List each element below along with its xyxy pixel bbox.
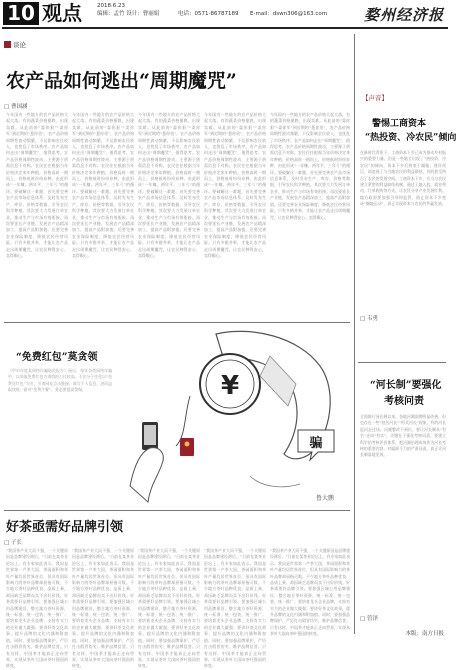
main-body-col-5: 今年国内一些地方的农产品价格大起大落，有的蔬菜价格暴跌，出现卖难。从此前的“蒜你狠”“姜你军”到近期的“葱你贵”，农产品价格周期性波动频繁，不仅影响农民收入，也扰乱了市场秩序。农产品如何走出“周期魔咒”，值得思考。农产品价格周期性波动，主要源于供需信息不对称。农民往往根据当年价格决定来年种植，价格高时一拥而上，价格低时纷纷弃种，由此形成“一年赚、两年平、三年亏”的循环。要破解这一难题，首先要完善农产品市场信息体系，及时发布生产、库存、价格等数据，引导农民科学种植。其次要大力发展订单农业，推动生产与市场有效衔接。再次要延长产业链，发展农产品精深加工，提高产品附加值。还要完善农业保险制度，降低农民经营风险。只有多措并举，才能让农产品走出周期魔咒，让农民种得安心、卖得顺心。	[270, 112, 350, 220]
victim-hand	[130, 448, 163, 502]
phone-line: 电话：0571-86787189	[178, 11, 239, 17]
bottom-body-col-4: “我国茶产业大而不强，一个关键原因是品牌建设滞后。”日前在某茶业论坛上，有专家如此表示。我国是世界第一产茶大国，茶园面积和茶叶产量均居世界首位，但具有国际影响力的茶叶品牌却屈指可数。不少地方茶叶品种优良、品质上乘，却因缺乏品牌而卖不出好价钱。好茶需要好品牌引领。要加强区域公用品牌建设，整合地方茶叶资源，统一标准、统一包装、统一推广；要培育龙头企业品牌，支持有实力的企业做大做强；要讲好茶文化故事，提升品牌的文化内涵和附加值。同时，要加强品牌保护，严厉打击假冒伪劣，维护品牌信誉。只有这样，中国茶才能真正走向世界，实现从茶叶大国向茶叶强国的转变。	[204, 548, 266, 669]
hezhi-byline: □ 管泽	[360, 616, 378, 622]
bottom-body-col-5: “我国茶产业大而不强，一个关键原因是品牌建设滞后。”日前在某茶业论坛上，有专家如此表示。我国是世界第一产茶大国，茶园面积和茶叶产量均居世界首位，但具有国际影响力的茶叶品牌却屈指可数。不少地方茶叶品种优良、品质上乘，却因缺乏品牌而卖不出好价钱。好茶需要好品牌引领。要加强区域公用品牌建设，整合地方茶叶资源，统一标准、统一包装、统一推广；要培育龙头企业品牌，支持有实力的企业做大做强；要讲好茶文化故事，提升品牌的文化内涵和附加值。同时，要加强品牌保护，严厉打击假冒伪劣，维护品牌信誉。只有这样，中国茶才能真正走向世界，实现从茶叶大国向茶叶强国的转变。	[270, 548, 350, 637]
voice-tag: 【声音】	[362, 94, 388, 102]
bottom-body-col-2: “我国茶产业大而不强，一个关键原因是品牌建设滞后。”日前在某茶业论坛上，有专家如此表示。我国是世界第一产茶大国，茶园面积和茶叶产量均居世界首位，但具有国际影响力的茶叶品牌却屈指可数。不少地方茶叶品种优良、品质上乘，却因缺乏品牌而卖不出好价钱。好茶需要好品牌引领。要加强区域公用品牌建设，整合地方茶叶资源，统一标准、统一包装、统一推广；要培育龙头企业品牌，支持有实力的企业做大做强；要讲好茶文化故事，提升品牌的文化内涵和附加值。同时，要加强品牌保护，严厉打击假冒伪劣，维护品牌信誉。只有这样，中国茶才能真正走向世界，实现从茶叶大国向茶叶强国的转变。	[72, 548, 134, 669]
decor-curve	[250, 476, 300, 487]
right-body: 在新时代背景下，工商资本下乡已成为推动乡村振兴的重要力量。但是一些地方出现了“热投资、冷农民”的倾向，资本下乡后热衷于圈地、建设项目，却忽视了与当地农民的利益联结，有的甚至挤占了农民的发展空间。工商资本下乡，应当与农民建立紧密的利益联结机制，通过土地入股、就业带动、订单收购等方式，让农民分享产业发展红利。地方政府要加强引导和监管，防止资本下乡变成“圈地运动”，真正实现资本与农民的共赢发展。	[360, 150, 446, 207]
right-headline-1: 警惕工商资本	[372, 119, 427, 129]
cartoon-author: 鲁大鹏	[315, 495, 334, 502]
cartoon-illustration	[120, 326, 348, 506]
column-tag: 谈论	[4, 40, 26, 49]
right-headline-2: “热投资、冷农民”倾向	[365, 133, 456, 143]
right-divider	[358, 362, 446, 363]
tag-marker-icon	[4, 41, 11, 48]
hezhi-headline-1: “河长制”要强化	[370, 380, 442, 391]
bottom-body-col-1: “我国茶产业大而不强，一个关键原因是品牌建设滞后。”日前在某茶业论坛上，有专家如此表示。我国是世界第一产茶大国，茶园面积和茶叶产量均居世界首位，但具有国际影响力的茶叶品牌却屈指可数。不少地方茶叶品种优良、品质上乘，却因缺乏品牌而卖不出好价钱。好茶需要好品牌引领。要加强区域公用品牌建设，整合地方茶叶资源，统一标准、统一包装、统一推广；要培育龙头企业品牌，支持有实力的企业做大做强；要讲好茶文化故事，提升品牌的文化内涵和附加值。同时，要加强品牌保护，严厉打击假冒伪劣，维护品牌信誉。只有这样，中国茶才能真正走向世界，实现从茶叶大国向茶叶强国的转变。	[6, 548, 68, 669]
divider-bottom	[4, 510, 350, 511]
masthead: 婺州经济报	[363, 6, 444, 24]
page-editor: 本版：南方日报	[405, 631, 444, 637]
bottom-headline: 好茶亟需好品牌引领	[6, 520, 124, 535]
right-byline: □ 韦勇	[360, 316, 378, 322]
main-body-col-1: 今年国内一些地方的农产品价格大起大落，有的蔬菜价格暴跌，出现卖难。从此前的“蒜你狠”“姜你军”到近期的“葱你贵”，农产品价格周期性波动频繁，不仅影响农民收入，也扰乱了市场秩序。农产品如何走出“周期魔咒”，值得思考。农产品价格周期性波动，主要源于供需信息不对称。农民往往根据当年价格决定来年种植，价格高时一拥而上，价格低时纷纷弃种，由此形成“一年赚、两年平、三年亏”的循环。要破解这一难题，首先要完善农产品市场信息体系，及时发布生产、库存、价格等数据，引导农民科学种植。其次要大力发展订单农业，推动生产与市场有效衔接。再次要延长产业链，发展农产品精深加工，提高产品附加值。还要完善农业保险制度，降低农民经营风险。只有多措并举，才能让农产品走出周期魔咒，让农民种得安心、卖得顺心。	[6, 112, 68, 258]
bubble-text: 骗	[309, 436, 323, 451]
red-envelope-icon	[180, 438, 194, 456]
header-rule	[2, 27, 448, 29]
issue-date: 2018.6.23	[97, 3, 125, 9]
main-body-col-4: 今年国内一些地方的农产品价格大起大落，有的蔬菜价格暴跌，出现卖难。从此前的“蒜你狠”“姜你军”到近期的“葱你贵”，农产品价格周期性波动频繁，不仅影响农民收入，也扰乱了市场秩序。农产品如何走出“周期魔咒”，值得思考。农产品价格周期性波动，主要源于供需信息不对称。农民往往根据当年价格决定来年种植，价格高时一拥而上，价格低时纷纷弃种，由此形成“一年赚、两年平、三年亏”的循环。要破解这一难题，首先要完善农产品市场信息体系，及时发布生产、库存、价格等数据，引导农民科学种植。其次要大力发展订单农业，推动生产与市场有效衔接。再次要延长产业链，发展农产品精深加工，提高产品附加值。还要完善农业保险制度，降低农民经营风险。只有多措并举，才能让农产品走出周期魔咒，让农民种得安心、卖得顺心。	[204, 112, 266, 258]
main-headline: 农产品如何逃出“周期魔咒”	[6, 70, 237, 92]
email-line: E-mail：dswn306@163.com	[250, 11, 328, 17]
main-body-col-2: 今年国内一些地方的农产品价格大起大落，有的蔬菜价格暴跌，出现卖难。从此前的“蒜你狠”“姜你军”到近期的“葱你贵”，农产品价格周期性波动频繁，不仅影响农民收入，也扰乱了市场秩序。农产品如何走出“周期魔咒”，值得思考。农产品价格周期性波动，主要源于供需信息不对称。农民往往根据当年价格决定来年种植，价格高时一拥而上，价格低时纷纷弃种，由此形成“一年赚、两年平、三年亏”的循环。要破解这一难题，首先要完善农产品市场信息体系，及时发布生产、库存、价格等数据，引导农民科学种植。其次要大力发展订单农业，推动生产与市场有效衔接。再次要延长产业链，发展农产品精深加工，提高产品附加值。还要完善农业保险制度，降低农民经营风险。只有多措并举，才能让农产品走出周期魔咒，让农民种得安心、卖得顺心。	[72, 112, 134, 258]
editor-line: 编辑：孟竹 设计：曹丽娟	[97, 11, 160, 17]
coin-symbol: ¥	[220, 371, 240, 401]
main-byline: □ 曹国涵	[4, 104, 28, 110]
cartoon-caption: 《甲申年度某网络诈骗防范报告》指出，每年各类网络诈骗中，以领取免费红包为诱饵的占比较高。不法分子往往以“免费送红包”为名，引诱网友点击链接、填写个人信息，进而盗取钱财。面对“免费午餐”，务必要提高警惕。	[8, 368, 112, 393]
hezhi-body: 全面推行河长制以来，各地河湖面貌明显改善，但也存在一些“挂名河长”“形式河长”现象，有的河长巡河走过场、问题整改不到位。要让河长制从“有名”走向“有实”，关键在于强化考核问责。要建立科学的考核评价体系，把河湖治理成效作为河长考核的重要内容，对履职不力的严肃问责，真正让河长制落地见效。	[360, 414, 446, 458]
page-number: 10	[3, 2, 39, 25]
main-body-col-3: 今年国内一些地方的农产品价格大起大落，有的蔬菜价格暴跌，出现卖难。从此前的“蒜你狠”“姜你军”到近期的“葱你贵”，农产品价格周期性波动频繁，不仅影响农民收入，也扰乱了市场秩序。农产品如何走出“周期魔咒”，值得思考。农产品价格周期性波动，主要源于供需信息不对称。农民往往根据当年价格决定来年种植，价格高时一拥而上，价格低时纷纷弃种，由此形成“一年赚、两年平、三年亏”的循环。要破解这一难题，首先要完善农产品市场信息体系，及时发布生产、库存、价格等数据，引导农民科学种植。其次要大力发展订单农业，推动生产与市场有效衔接。再次要延长产业链，发展农产品精深加工，提高产品附加值。还要完善农业保险制度，降低农民经营风险。只有多措并举，才能让农产品走出周期魔咒，让农民种得安心、卖得顺心。	[138, 112, 200, 258]
hezhi-headline-2: 考核问责	[384, 396, 424, 407]
section-title: 观点	[42, 1, 82, 25]
bottom-body-col-3: “我国茶产业大而不强，一个关键原因是品牌建设滞后。”日前在某茶业论坛上，有专家如此表示。我国是世界第一产茶大国，茶园面积和茶叶产量均居世界首位，但具有国际影响力的茶叶品牌却屈指可数。不少地方茶叶品种优良、品质上乘，却因缺乏品牌而卖不出好价钱。好茶需要好品牌引领。要加强区域公用品牌建设，整合地方茶叶资源，统一标准、统一包装、统一推广；要培育龙头企业品牌，支持有实力的企业做大做强；要讲好茶文化故事，提升品牌的文化内涵和附加值。同时，要加强品牌保护，严厉打击假冒伪劣，维护品牌信誉。只有这样，中国茶才能真正走向世界，实现从茶叶大国向茶叶强国的转变。	[138, 548, 200, 669]
cartoon-headline: “免费红包”莫贪领	[16, 352, 98, 363]
envelope-seal	[185, 442, 190, 447]
divider	[4, 322, 350, 323]
bottom-byline: □ 子长	[4, 540, 22, 546]
phone-screen	[144, 425, 156, 445]
column-divider	[354, 34, 355, 634]
